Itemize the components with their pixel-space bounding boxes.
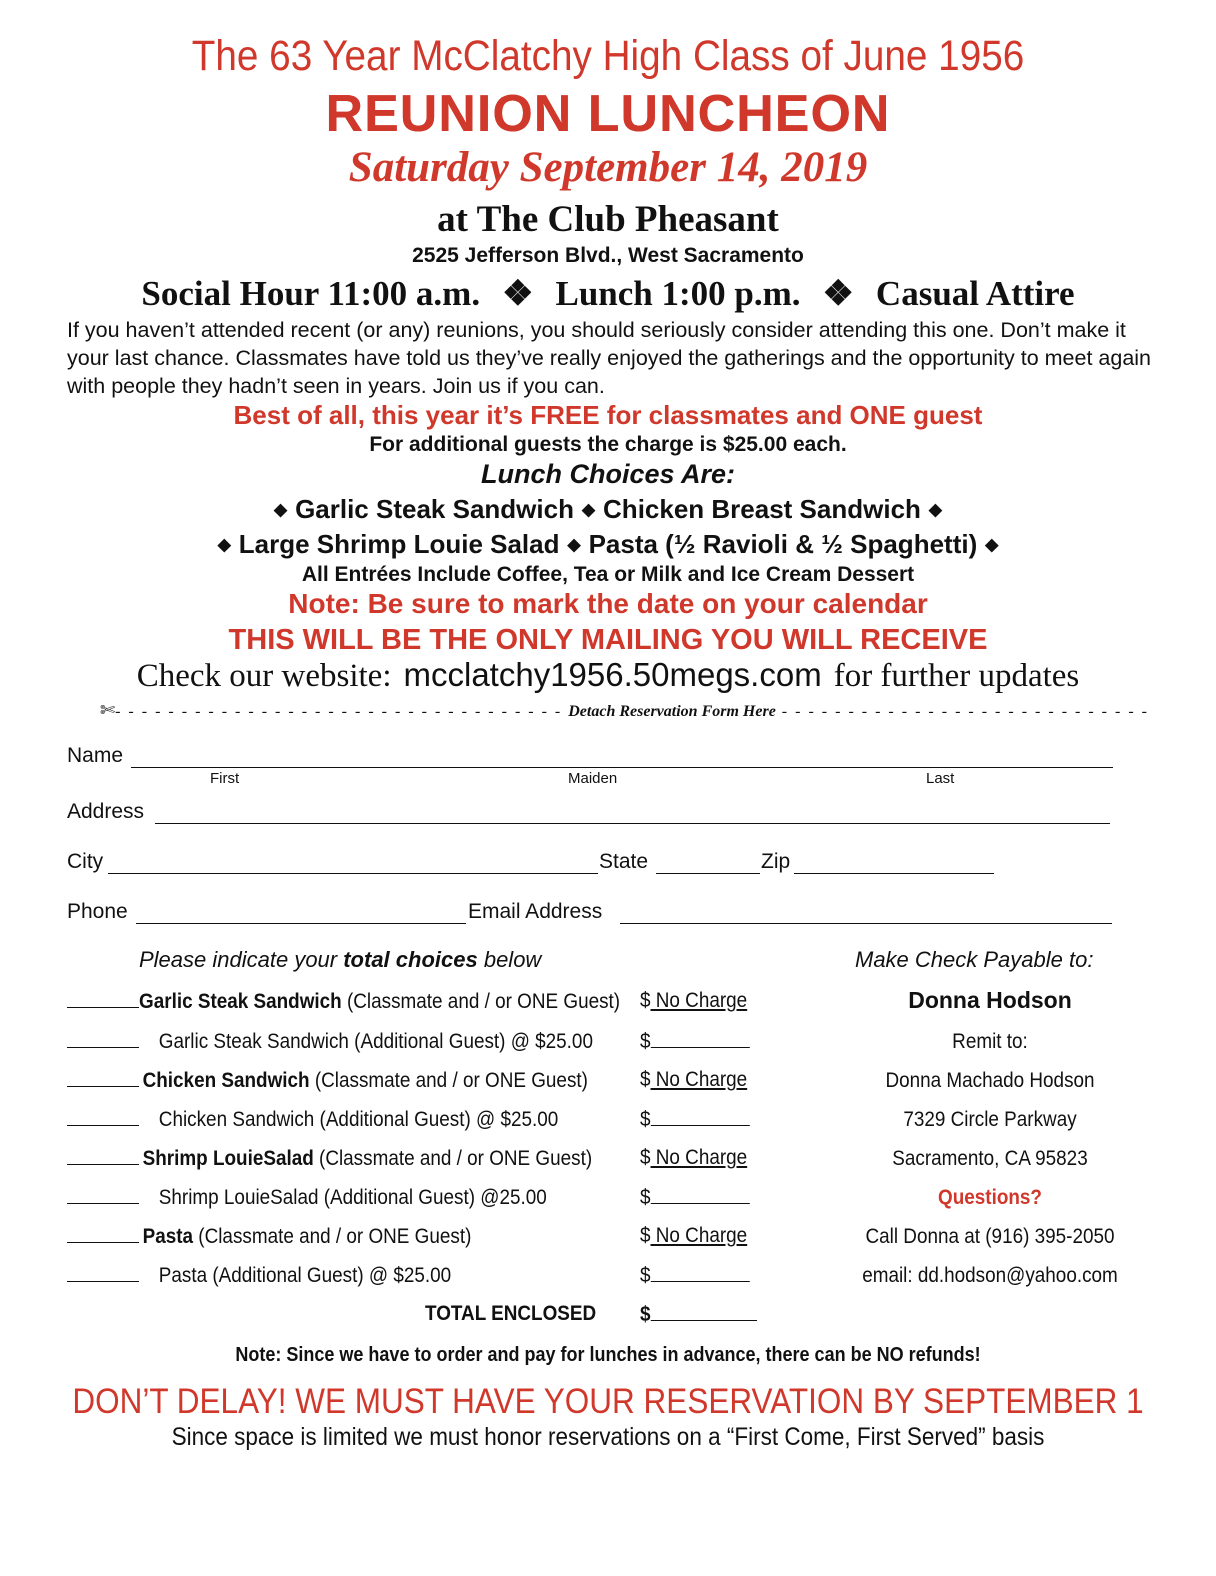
event-title: REUNION LUNCHEON <box>325 85 891 143</box>
order-instruction <box>139 947 541 973</box>
name-sub-last: Last <box>926 770 955 787</box>
total-field[interactable] <box>651 1302 757 1321</box>
event-date: Saturday September 14, 2019 <box>348 144 868 191</box>
order-item: Garlic Steak Sandwich <box>139 990 342 1013</box>
order-item: Chicken Sandwich <box>142 1069 310 1092</box>
remit-name: Donna Machado Hodson <box>885 1069 1095 1092</box>
name-field[interactable] <box>131 767 1113 768</box>
total-label: TOTAL ENCLOSED <box>425 1302 597 1325</box>
dollar-sign: $ <box>640 1068 651 1091</box>
order-desc: Chicken Sandwich (Additional Guest) @ $25.00 <box>158 1108 559 1131</box>
scissors-icon: ✄ <box>100 700 116 720</box>
separator-icon: ❖ <box>822 274 854 313</box>
website-prefix: Check our website: <box>136 658 392 694</box>
schedule <box>0 274 1216 314</box>
order-row <box>67 989 620 1014</box>
order-desc: Shrimp LouieSalad (Additional Guest) @25.00 <box>158 1186 547 1209</box>
additional-charge: For additional guests the charge is $25.00 each. <box>369 433 847 456</box>
quantity-field[interactable] <box>67 1146 139 1165</box>
class-title: The 63 Year McClatchy High Class of June 1956 <box>191 32 1025 80</box>
refund-note: Note: Since we have to order and pay for lunches in advance, there can be NO refunds! <box>235 1344 981 1366</box>
amount <box>640 989 747 1013</box>
website-suffix: for further updates <box>833 658 1080 694</box>
quantity-field[interactable] <box>67 1224 139 1243</box>
detach-line <box>100 700 1149 721</box>
order-row <box>67 1146 592 1171</box>
free-notice: Best of all, this year it’s FREE for classmates and ONE guest <box>233 400 983 430</box>
order-row <box>67 1263 451 1288</box>
payable-header: Make Check Payable to: <box>855 947 1094 972</box>
amount-value: No Charge <box>650 1224 748 1247</box>
diamond-icon: ◆ <box>273 500 288 519</box>
order-item: Pasta <box>142 1225 194 1248</box>
questions-label: Questions? <box>938 1186 1042 1209</box>
phone-field[interactable] <box>136 923 466 924</box>
zip-field[interactable] <box>794 873 994 874</box>
instruction-text: Please indicate your <box>139 947 344 972</box>
amount-field[interactable] <box>651 1263 750 1282</box>
call-info: Call Donna at (916) 395-2050 <box>865 1225 1115 1248</box>
remit-label: Remit to: <box>952 1030 1028 1053</box>
city-field[interactable] <box>108 873 598 874</box>
quantity-field[interactable] <box>67 989 139 1008</box>
dollar-sign: $ <box>640 989 651 1012</box>
social-hour: Social Hour 11:00 a.m. <box>141 274 481 313</box>
remit-street: 7329 Circle Parkway <box>903 1108 1077 1131</box>
detach-label: Detach Reservation Form Here <box>568 703 776 720</box>
entrees-note: All Entrées Include Coffee, Tea or Milk and Ice Cream Dessert <box>301 563 915 586</box>
diamond-icon: ◆ <box>217 535 231 554</box>
amount <box>640 1224 747 1248</box>
quantity-field[interactable] <box>67 1263 139 1282</box>
instruction-text: below <box>477 947 542 972</box>
first-come-note: Since space is limited we must honor reservations on a “First Come, First Served” basis <box>171 1423 1045 1451</box>
quantity-field[interactable] <box>67 1068 139 1087</box>
lunch-time: Lunch 1:00 p.m. <box>555 274 801 313</box>
dollar-sign: $ <box>640 1108 651 1131</box>
zip-label: Zip <box>761 850 791 873</box>
payee-name: Donna Hodson <box>908 987 1072 1013</box>
amount <box>640 1029 750 1054</box>
email-field[interactable] <box>620 923 1112 924</box>
phone-label: Phone <box>67 900 128 923</box>
dollar-sign: $ <box>640 1146 651 1169</box>
order-row <box>67 1029 593 1054</box>
separator-icon: ❖ <box>502 274 534 313</box>
menu-item: Garlic Steak Sandwich <box>295 494 574 524</box>
address-label: Address <box>67 800 145 823</box>
amount <box>640 1263 750 1288</box>
menu-item: Large Shrimp Louie Salad <box>238 529 560 559</box>
order-desc: (Classmate and / or ONE Guest) <box>313 1147 593 1170</box>
name-sub-maiden: Maiden <box>568 770 618 787</box>
menu-item: Chicken Breast Sandwich <box>603 494 921 524</box>
order-row <box>67 1224 471 1249</box>
amount <box>640 1107 750 1132</box>
mailing-note: THIS WILL BE THE ONLY MAILING YOU WILL RECEIVE <box>228 624 988 656</box>
dollar-sign: $ <box>640 1186 651 1209</box>
order-desc: (Classmate and / or ONE Guest) <box>309 1069 588 1092</box>
total-amount <box>640 1302 757 1327</box>
dollar-sign: $ <box>640 1303 651 1326</box>
order-row <box>67 1068 588 1093</box>
amount-value: No Charge <box>650 1146 748 1169</box>
deadline-notice: DON’T DELAY! WE MUST HAVE YOUR RESERVATION BY SEPTEMBER 1 <box>72 1382 1144 1421</box>
state-label: State <box>599 850 649 873</box>
order-row <box>67 1107 558 1132</box>
venue: at The Club Pheasant <box>437 199 779 240</box>
calendar-note: Note: Be sure to mark the date on your calendar <box>288 588 928 619</box>
diamond-icon: ◆ <box>567 535 581 554</box>
website-link[interactable]: mcclatchy1956.50megs.com <box>403 656 822 693</box>
amount-value: No Charge <box>650 1068 748 1091</box>
amount-field[interactable] <box>651 1029 750 1048</box>
diamond-icon: ◆ <box>581 500 596 519</box>
quantity-field[interactable] <box>67 1107 139 1126</box>
website-line <box>0 656 1216 695</box>
order-row <box>67 1185 547 1210</box>
dashes: - - - - - - - - - - - - - - - - - - - - - - - - - - - - - - - - - - <box>115 703 569 720</box>
diamond-icon: ◆ <box>985 535 999 554</box>
amount-field[interactable] <box>651 1107 750 1126</box>
address-field[interactable] <box>155 823 1110 824</box>
name-sub-first: First <box>210 770 240 787</box>
order-desc: (Classmate and / or ONE Guest) <box>341 990 621 1013</box>
dollar-sign: $ <box>640 1264 651 1287</box>
order-desc: (Classmate and / or ONE Guest) <box>193 1225 472 1248</box>
quantity-field[interactable] <box>67 1185 139 1204</box>
intro-paragraph: If you haven’t attended recent (or any) reunions, you should seriously consider attending this one. Don’t make it your last chance. Classmates have told us they’ve really enjoyed the gatherings and the opportunity to meet again with people they hadn’t seen in years. Join us if you can. <box>67 318 1152 398</box>
quantity-field[interactable] <box>67 1029 139 1048</box>
menu-line <box>0 529 1216 560</box>
instruction-bold: total choices <box>343 947 478 972</box>
dollar-sign: $ <box>640 1224 651 1247</box>
order-item: Shrimp LouieSalad <box>142 1147 314 1170</box>
remit-city: Sacramento, CA 95823 <box>892 1147 1088 1170</box>
menu-item: Pasta (½ Ravioli & ½ Spaghetti) <box>588 529 978 559</box>
venue-address: 2525 Jefferson Blvd., West Sacramento <box>412 244 804 267</box>
state-field[interactable] <box>656 873 760 874</box>
choices-header: Lunch Choices Are: <box>480 459 736 489</box>
diamond-icon: ◆ <box>928 500 942 519</box>
dashes: - - - - - - - - - - - - - - - - - - - - - - - - - - - - <box>775 703 1149 720</box>
menu-line <box>0 494 1216 525</box>
order-desc: Garlic Steak Sandwich (Additional Guest) @ $25.00 <box>158 1030 593 1053</box>
email-info: email: dd.hodson@yahoo.com <box>862 1264 1118 1287</box>
dollar-sign: $ <box>640 1030 651 1053</box>
amount <box>640 1185 750 1210</box>
amount-value: No Charge <box>650 989 748 1012</box>
city-label: City <box>67 850 104 873</box>
amount <box>640 1068 747 1092</box>
order-desc: Pasta (Additional Guest) @ $25.00 <box>158 1264 452 1287</box>
amount-field[interactable] <box>651 1185 750 1204</box>
email-label: Email Address <box>468 900 603 923</box>
name-label: Name <box>67 744 124 767</box>
amount <box>640 1146 747 1170</box>
attire: Casual Attire <box>875 274 1075 313</box>
